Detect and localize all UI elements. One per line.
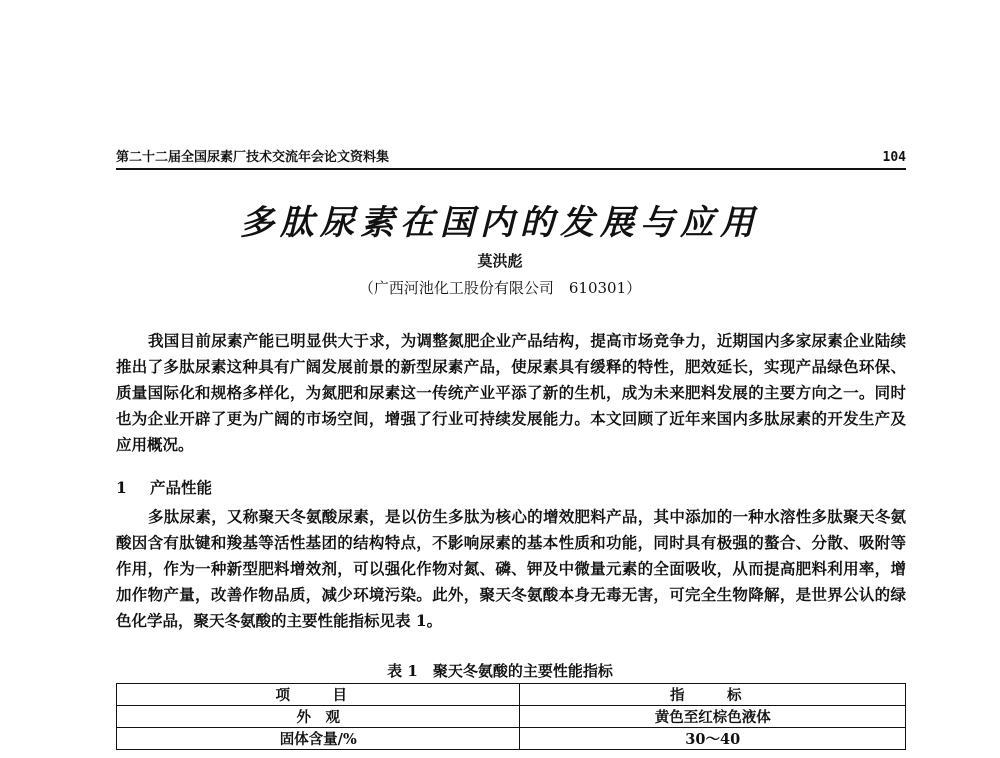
page-number: 104: [882, 150, 906, 165]
table-cell-item: 外 观: [117, 706, 520, 728]
table-row: [117, 728, 906, 750]
table-caption: 表 1 聚天冬氨酸的主要性能指标: [387, 662, 613, 680]
running-header: [116, 146, 906, 170]
section-number: 1: [116, 478, 127, 497]
section-title: 产品性能: [150, 478, 213, 497]
table-row: [117, 706, 906, 728]
section-paragraph: 多肽尿素，又称聚天冬氨酸尿素，是以仿生多肽为核心的增效肥料产品，其中添加的一种水溶性多肽聚天冬氨酸因含有肽键和羧基等活性基团的结构特点，不影响尿素的基本性质和功能，同时具有极强的螯合、分散、吸附等作用，作为一种新型肥料增效剂，可以强化作物对氮、磷、钾及中微量元素的全面吸收，从而提高肥料利用率，增加作物产量，改善作物品质，减少环境污染。此外，聚天冬氨酸本身无毒无害，可完全生物降解，是世界公认的绿色化学品，聚天冬氨酸的主要性能指标见表 1。: [116, 507, 906, 630]
paper-title: 多肽尿素在国内的发展与应用: [240, 203, 760, 243]
section-heading: [116, 476, 212, 498]
abstract-paragraph: 我国目前尿素产能已明显供大于求，为调整氮肥企业产品结构，提高市场竞争力，近期国内多家尿素企业陆续推出了多肽尿素这种具有广阔发展前景的新型尿素产品，使尿素具有缓释的特性，肥效延长，实现产品绿色环保、质量国际化和规格多样化，为氮肥和尿素这一传统产业平添了新的生机，成为未来肥料发展的主要方向之一。同时也为企业开辟了更为广阔的市场空间，增强了行业可持续发展能力。本文回顾了近年来国内多肽尿素的开发生产及应用概况。: [116, 331, 906, 454]
properties-table: [116, 683, 906, 750]
header-journal-title: 第二十二届全国尿素厂技术交流年会论文资料集: [116, 150, 390, 165]
table-cell-item: 固体含量/%: [117, 728, 520, 750]
table-header-spec: 指 标: [520, 684, 906, 706]
author-affiliation: （广西河池化工股份有限公司 610301）: [358, 279, 642, 297]
table-header-item: 项 目: [117, 684, 520, 706]
table-header-row: [117, 684, 906, 706]
author-name: 莫洪彪: [477, 252, 523, 270]
table-cell-value: 黄色至红棕色液体: [520, 706, 906, 728]
table-cell-value: 30～40: [520, 728, 906, 750]
